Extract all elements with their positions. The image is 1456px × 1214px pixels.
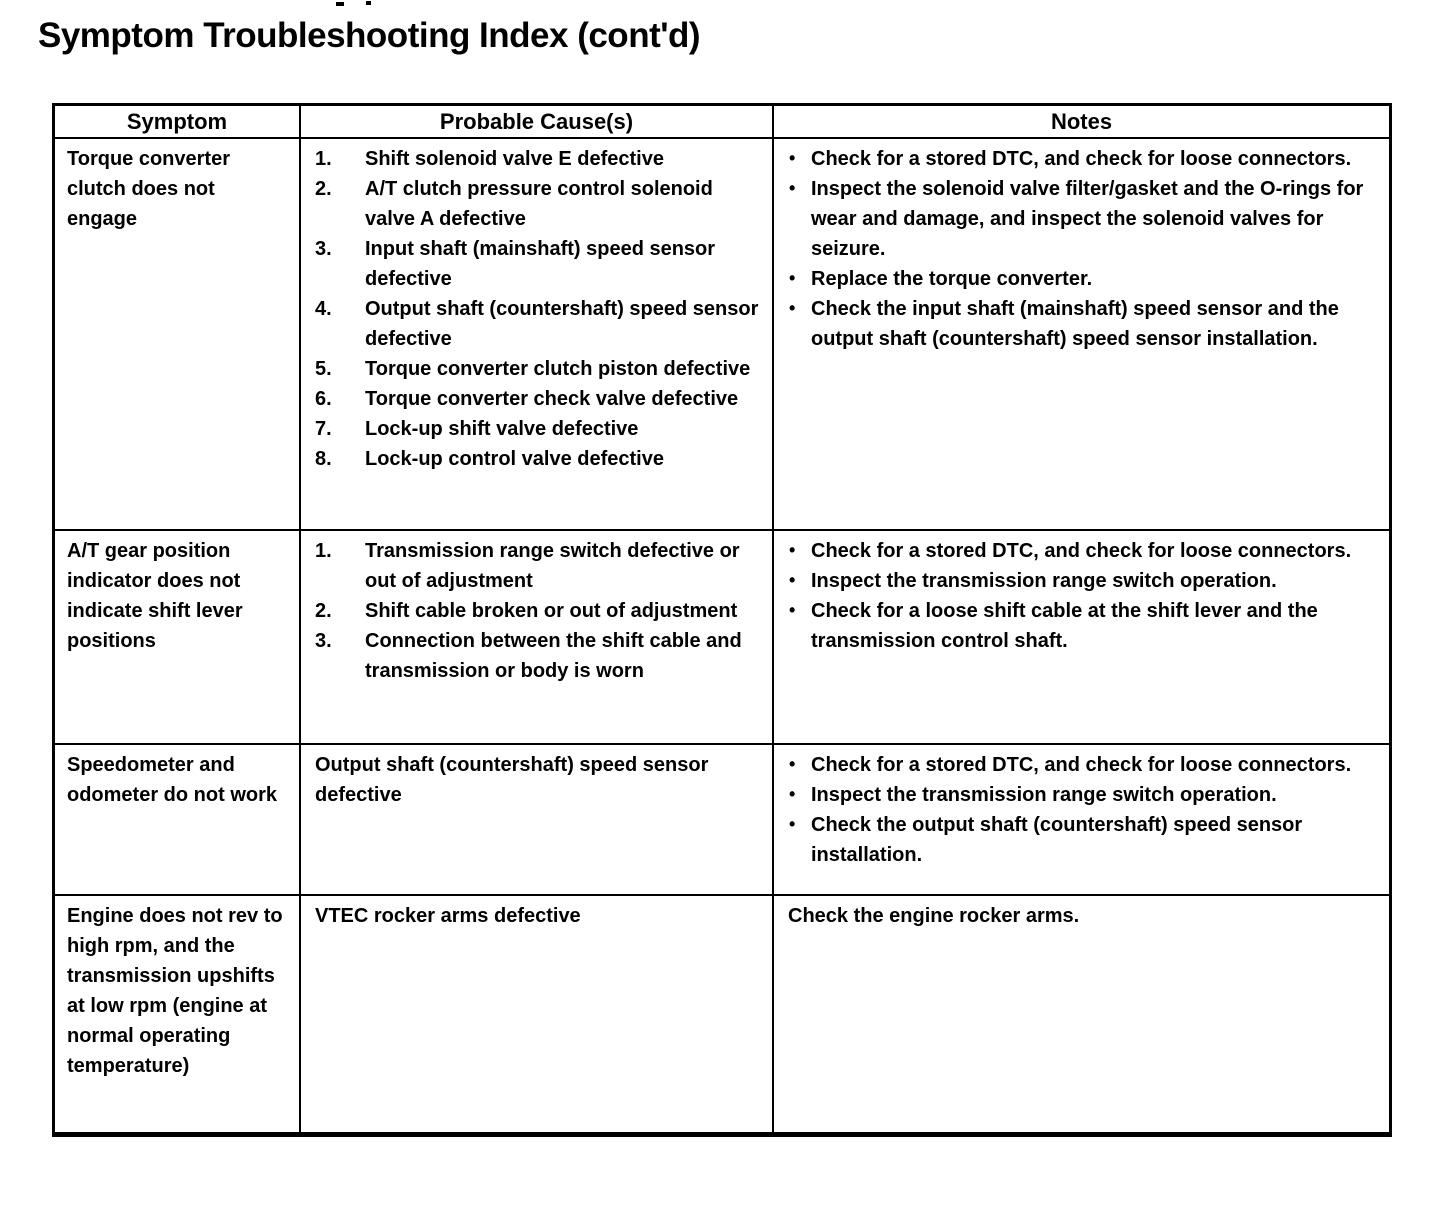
notes-cell: Check the engine rocker arms.	[788, 905, 1080, 927]
notes-list	[774, 531, 1389, 656]
scan-speck	[336, 2, 344, 6]
causes-cell	[301, 139, 774, 531]
cause-item: A/T clutch pressure control solenoid valve A defective	[365, 178, 713, 230]
causes-cell: Output shaft (countershaft) speed sensor defective	[301, 745, 774, 896]
cause-item: Input shaft (mainshaft) speed sensor defective	[365, 238, 716, 290]
cause-item: Shift solenoid valve E defective	[365, 148, 664, 170]
notes-list	[774, 139, 1389, 354]
cause-item: Lock-up shift valve defective	[365, 418, 639, 440]
notes-cell	[774, 745, 1389, 896]
causes-list	[301, 531, 772, 686]
column-header-notes: Notes	[774, 106, 1389, 139]
note-item: • Check for a stored DTC, and check for loose connectors.	[788, 144, 1381, 174]
note-item: • Check for a stored DTC, and check for loose connectors.	[788, 536, 1381, 566]
cause-item: Lock-up control valve defective	[365, 448, 664, 470]
note-item: • Replace the torque converter.	[788, 264, 1381, 294]
symptom-cell: Engine does not rev to high rpm, and the transmission upshifts at low rpm (engine at normal operating temperature)	[55, 896, 301, 1132]
note-item: • Inspect the solenoid valve filter/gasket and the O-rings for wear and damage, and inspect the solenoid valves for seizure.	[788, 174, 1381, 264]
symptom-cell: Speedometer and odometer do not work	[55, 745, 301, 896]
notes-list	[774, 745, 1389, 870]
causes-cell: VTEC rocker arms defective	[301, 896, 774, 1132]
cause-item: Connection between the shift cable and transmission or body is worn	[365, 630, 742, 682]
column-header-probable-causes: Probable Cause(s)	[301, 106, 774, 139]
note-item: • Inspect the transmission range switch operation.	[788, 780, 1381, 810]
cause-item: Transmission range switch defective or out of adjustment	[365, 540, 740, 592]
cause-item: Torque converter clutch piston defective	[365, 358, 751, 380]
notes-cell	[774, 531, 1389, 745]
cause-item: Output shaft (countershaft) speed sensor defective	[365, 298, 759, 350]
note-item: • Check the output shaft (countershaft) speed sensor installation.	[788, 810, 1381, 870]
causes-cell	[301, 531, 774, 745]
causes-list	[301, 139, 772, 474]
symptom-cell: A/T gear position indicator does not indicate shift lever positions	[55, 531, 301, 745]
column-header-symptom: Symptom	[55, 106, 301, 139]
note-item: • Check for a stored DTC, and check for loose connectors.	[788, 750, 1381, 780]
note-item: • Inspect the transmission range switch operation.	[788, 566, 1381, 596]
note-item: • Check for a loose shift cable at the shift lever and the transmission control shaft.	[788, 596, 1381, 656]
notes-cell	[774, 139, 1389, 531]
scan-speck	[366, 1, 371, 5]
symptom-cell: Torque converter clutch does not engage	[55, 139, 301, 531]
troubleshooting-table	[52, 103, 1392, 1137]
note-item: • Check the input shaft (mainshaft) speed sensor and the output shaft (countershaft) speed sensor installation.	[788, 294, 1381, 354]
cause-item: Torque converter check valve defective	[365, 388, 739, 410]
page-title: Symptom Troubleshooting Index (cont'd)	[38, 16, 701, 55]
cause-item: Shift cable broken or out of adjustment	[365, 600, 738, 622]
